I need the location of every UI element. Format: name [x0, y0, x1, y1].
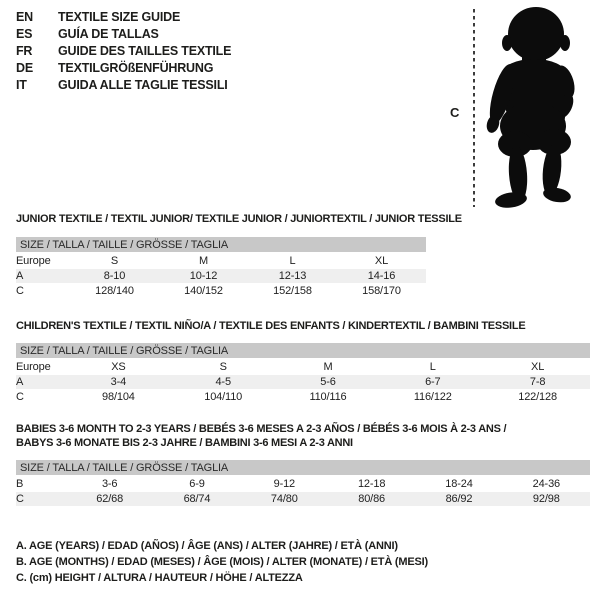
table-row — [16, 389, 590, 404]
section-title-line: CHILDREN'S TEXTILE / TEXTIL NIÑO/A / TEXTILE DES ENFANTS / KINDERTEXTIL / BAMBINI TESSILE — [16, 320, 526, 332]
guide-title-translation: GUÍA DE TALLAS — [58, 26, 159, 41]
list-item — [16, 59, 231, 76]
language-code: FR — [16, 43, 33, 58]
value-cell: 7-8 — [485, 374, 590, 389]
table-header-row — [16, 237, 426, 253]
row-label-cell: A — [16, 268, 70, 283]
section-title-line: BABIES 3-6 MONTH TO 2-3 YEARS / BEBÉS 3-6 MESES A 2-3 AÑOS / BÉBÉS 3-6 MOIS À 2-3 ANS / — [16, 423, 507, 435]
footnote-c: C. (cm) HEIGHT / ALTURA / HAUTEUR / HÖHE / ALTEZZA — [16, 572, 303, 584]
value-cell: M — [198, 254, 208, 267]
junior-section-title — [16, 212, 462, 226]
value-cell: 6-7 — [380, 374, 485, 389]
value-cell: 12-18 — [357, 477, 386, 490]
value-cell: 10-12 — [159, 268, 248, 283]
language-code: ES — [16, 26, 33, 41]
value-cell: 9-12 — [273, 477, 296, 490]
value-cell: 6-9 — [189, 477, 205, 490]
list-item — [16, 8, 231, 25]
value-cell: M — [323, 360, 333, 373]
size-header-cell: SIZE / TALLA / TAILLE / GRÖSSE / TAGLIA — [16, 460, 590, 476]
height-measure-dashed-line — [473, 9, 475, 207]
value-cell: 116/122 — [413, 390, 452, 403]
section-title-line: JUNIOR TEXTILE / TEXTIL JUNIOR/ TEXTILE JUNIOR / JUNIORTEXTIL / JUNIOR TESSILE — [16, 213, 462, 225]
value-cell: S — [219, 360, 227, 373]
footnote-b: B. AGE (MONTHS) / EDAD (MESES) / ÂGE (MOIS) / ALTER (MONATE) / ETÀ (MESI) — [16, 556, 428, 568]
value-cell: 74/80 — [241, 491, 328, 506]
table-header-row — [16, 343, 590, 359]
row-label-cell: B — [16, 477, 24, 490]
table-row — [16, 491, 590, 506]
babies-section-title — [16, 422, 506, 450]
table-row — [16, 359, 590, 374]
value-cell: 86/92 — [415, 491, 502, 506]
value-cell: 92/98 — [503, 491, 590, 506]
value-cell: 98/104 — [102, 390, 135, 403]
height-measure-label: C — [450, 105, 460, 120]
language-code: IT — [16, 77, 27, 92]
row-label-cell: Europe — [16, 254, 51, 267]
value-cell: 104/110 — [204, 390, 243, 403]
value-cell: 24-36 — [532, 477, 561, 490]
value-cell: 158/170 — [362, 284, 401, 297]
guide-title-translation: TEXTILE SIZE GUIDE — [58, 9, 181, 24]
language-title-list — [16, 8, 231, 93]
list-item — [16, 76, 231, 93]
junior-size-table — [16, 237, 426, 298]
table-row — [16, 374, 590, 389]
row-label-cell: C — [16, 390, 24, 403]
row-label-cell: A — [16, 374, 66, 389]
value-cell: 3-6 — [101, 477, 118, 490]
language-code: DE — [16, 60, 33, 75]
value-cell: S — [110, 254, 119, 267]
measure-footnotes — [16, 538, 428, 586]
value-cell: XS — [111, 360, 126, 373]
value-cell: 140/152 — [184, 284, 223, 297]
childrens-section-title — [16, 319, 525, 333]
value-cell: 5-6 — [276, 374, 381, 389]
value-cell: 80/86 — [328, 491, 415, 506]
value-cell: 68/74 — [153, 491, 240, 506]
list-item — [16, 25, 231, 42]
childrens-size-table — [16, 343, 590, 404]
table-row — [16, 253, 426, 268]
value-cell: XL — [374, 254, 389, 267]
table-row — [16, 268, 426, 283]
value-cell: 128/140 — [95, 284, 134, 297]
value-cell: 152/158 — [273, 284, 312, 297]
row-label-cell: C — [16, 284, 24, 297]
value-cell: 18-24 — [445, 477, 473, 490]
babies-size-table — [16, 460, 590, 507]
value-cell: L — [429, 360, 436, 373]
table-row — [16, 283, 426, 298]
value-cell: 4-5 — [171, 374, 276, 389]
table-row — [16, 476, 590, 491]
guide-title-translation: TEXTILGRÖßENFÜHRUNG — [58, 60, 214, 75]
row-label-cell: Europe — [16, 360, 51, 373]
value-cell: 14-16 — [337, 268, 426, 283]
guide-title-translation: GUIDE DES TAILLES TEXTILE — [58, 43, 232, 58]
section-title-line: BABYS 3-6 MONATE BIS 2-3 JAHRE / BAMBINI 3-6 MESI A 2-3 ANNI — [16, 437, 353, 449]
value-cell: 8-10 — [70, 268, 159, 283]
language-code: EN — [16, 9, 33, 24]
value-cell: 3-4 — [66, 374, 171, 389]
size-header-cell: SIZE / TALLA / TAILLE / GRÖSSE / TAGLIA — [16, 237, 426, 253]
value-cell: XL — [531, 360, 545, 373]
value-cell: 62/68 — [66, 491, 153, 506]
list-item — [16, 42, 231, 59]
value-cell: L — [289, 254, 296, 267]
value-cell: 12-13 — [248, 268, 337, 283]
row-label-cell: C — [16, 491, 66, 506]
guide-title-translation: GUIDA ALLE TAGLIE TESSILI — [58, 77, 228, 92]
size-header-cell: SIZE / TALLA / TAILLE / GRÖSSE / TAGLIA — [16, 343, 590, 359]
table-header-row — [16, 460, 590, 476]
footnote-a: A. AGE (YEARS) / EDAD (AÑOS) / ÂGE (ANS) / ALTER (JAHRE) / ETÀ (ANNI) — [16, 540, 398, 552]
baby-silhouette-image — [480, 2, 596, 210]
value-cell: 110/116 — [309, 390, 347, 403]
value-cell: 122/128 — [518, 390, 557, 403]
